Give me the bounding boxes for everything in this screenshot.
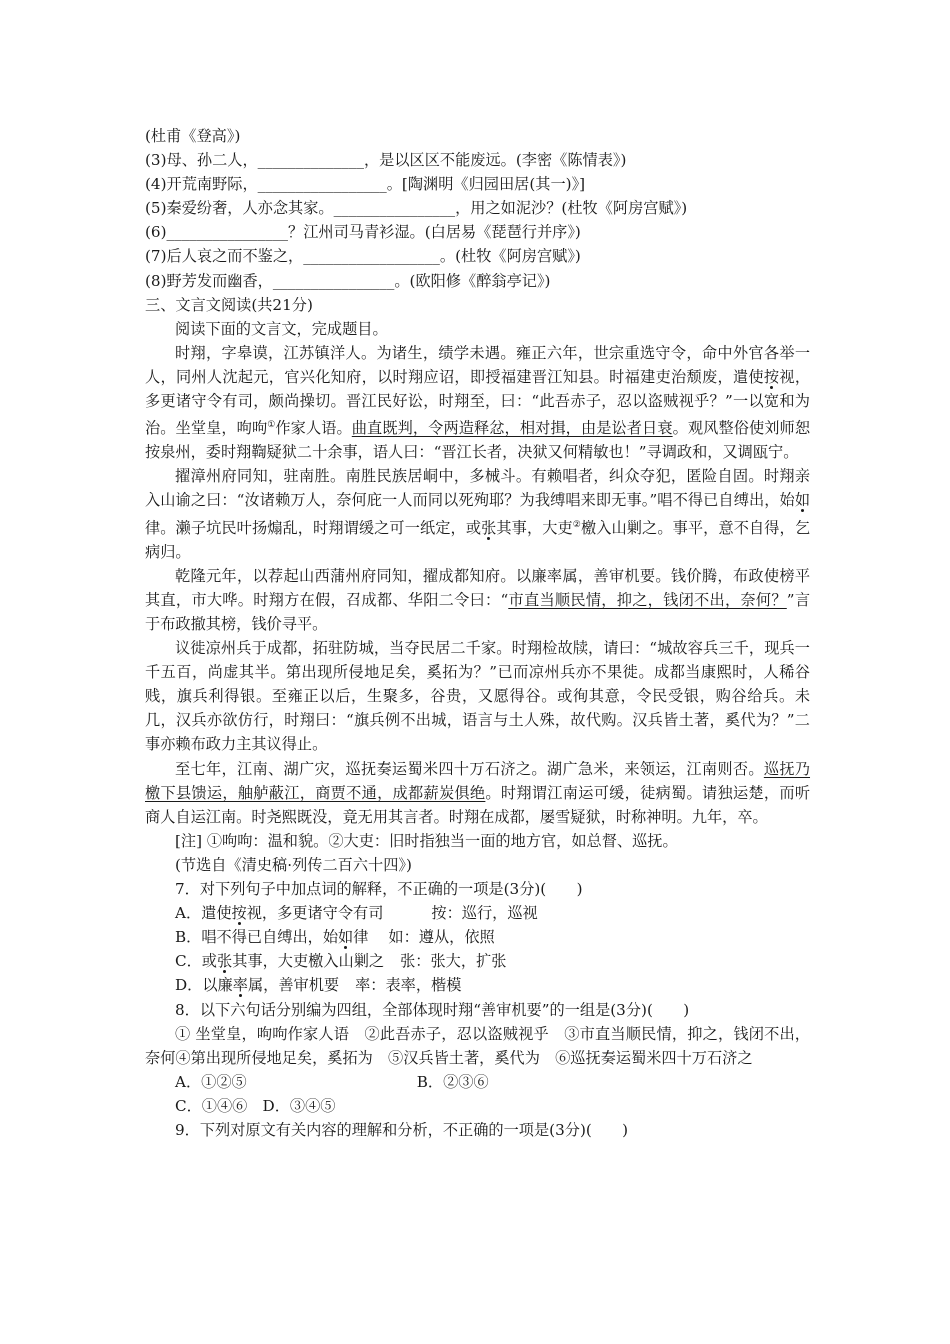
question-7-option-b: B．唱不得已自缚出，始如律 如：遵从，依照	[175, 928, 495, 947]
question-8-options-ab	[145, 1070, 810, 1094]
dotted-char: 按	[763, 367, 780, 386]
fill-blank-7: (7)后人哀之而不鉴之，__________________。(杜牧《阿房宫赋》)	[145, 247, 581, 266]
dotted-char: 如	[794, 491, 810, 510]
passage-paragraph-1: 时翔，字皋谟，江苏镇洋人。为诸生，绩学未遇。雍正六年，世宗重选守令，命中外官各举一人，同州人沈起元，官兴化知府，以时翔应诏，即授福建晋江知县。时福建吏治颓废，遣使按视，多更诸守令有司，颇尚操切。晋江民好讼，时翔至，曰：“此吾赤子，忍以盗贼视乎？”一以宽和为治。坐堂皇，呴呴①作家人语。曲直既判，令两造释忿，相对揖，由是讼者日衰。观风整俗使刘师恕按泉州，委时翔鞫疑狱二十余事，语人曰：“晋江长者，决狱又何精敏也！”寻调政和，又调瓯宁。	[145, 343, 811, 462]
question-8-stem: 8．以下六句话分别编为四组，全部体现时翔“善审机要”的一组是(3分)( )	[175, 1000, 690, 1019]
question-7-option-a: A．遣使按视，多更诸守令有司 按：巡行，巡视	[175, 904, 538, 923]
option-a: A．①②⑤	[175, 1072, 247, 1091]
passage-paragraph-4: 议徙凉州兵于成都，拓驻防城，当夺民居二千家。时翔检故牍，请曰：“城故容兵三千，现兵一千五百，尚虚其半。第出现所侵地足矣，奚拓为？”已而凉州兵亦不果徙。成都当康熙时，人稀谷贱，旗兵利得银。至雍正以后，生聚多，谷贵，又愿得谷。或徇其意，令民受银，购谷给兵。未几，汉兵亦欲仿行，时翔曰：“旗兵例不出城，语言与土人殊，故代购。汉兵皆土著，奚代为？”二事亦赖布政力主其议得止。	[145, 639, 810, 754]
dotted-char: 张	[481, 518, 497, 537]
instructions: 阅读下面的文言文，完成题目。	[175, 319, 388, 338]
dotted-char: 如	[338, 928, 354, 947]
passage-paragraph-3: 乾隆元年，以荐起山西蒲州府同知，擢成都知府。以廉率属，善审机要。钱价腾，布政使榜平其直，市大哗。时翔方在假，召成都、华阳二令曰：“市直当顺民情，抑之，钱闭不出，奈何？”言于布政撤其榜，钱价寻平。	[145, 566, 811, 633]
fill-blank-4: (4)开荒南野际，_________________。[陶渊明《归园田居(其一)》]	[145, 175, 586, 194]
dotted-char: 率	[232, 976, 248, 995]
passage-source: (节选自《清史稿·列传二百六十四》)	[175, 855, 412, 874]
poem-source: (杜甫《登高》)	[145, 127, 241, 145]
dotted-char: 按	[231, 904, 247, 923]
footnote-marker: ②	[572, 519, 581, 530]
section-heading: 三、文言文阅读(共21分)	[145, 295, 313, 314]
dotted-char: 张	[217, 952, 233, 971]
question-7-option-d: D．以廉率属，善审机要 率：表率，楷模	[175, 976, 462, 995]
question-7-option-c: C．或张其事，大吏檄入山剿之 张：张大，扩张	[175, 952, 507, 971]
option-b: B．②③⑥	[416, 1072, 489, 1091]
underlined-sentence: 巡抚乃檄下县馈运，舳舻蔽江，商贾不通，成都薪炭俱绝	[145, 759, 811, 802]
question-8-items: ① 坐堂皇，呴呴作家人语 ②此吾赤子，忍以盗贼视乎 ③市直当顺民情，抑之，钱闭不出，奈何④第出现所侵地足矣，奚拓为 ⑤汉兵皆土著，奚代为 ⑥巡抚奏运蜀米四十万石济之	[145, 1024, 810, 1067]
fill-blank-8: (8)野芳发而幽香，________________。(欧阳修《醉翁亭记》)	[145, 271, 551, 290]
question-8-options-cd: C．①④⑥ D．③④⑤	[175, 1096, 336, 1115]
fill-blank-3: (3)母、孙二人，______________，是以区区不能废远。(李密《陈情表》)	[145, 151, 627, 170]
footnotes: [注] ①呴呴：温和貌。②大吏：旧时指独当一面的地方官，如总督、巡抚。	[175, 831, 678, 850]
exam-page	[145, 124, 810, 1142]
question-9-stem: 9．下列对原文有关内容的理解和分析，不正确的一项是(3分)( )	[175, 1120, 629, 1139]
footnote-marker: ①	[267, 420, 276, 431]
passage-paragraph-5: 至七年，江南、湖广灾，巡抚奏运蜀米四十万石济之。湖广急米，来领运，江南则否。巡抚乃檄下县馈运，舳舻蔽江，商贾不通，成都薪炭俱绝。时翔谓江南运可缓，徒病蜀。请独运楚，而听商人自运江南。时尧熙既没，竟无用其言者。时翔在成都，屡雪疑狱，时称神明。九年，卒。	[145, 759, 811, 826]
fill-blank-5: (5)秦爱纷奢，人亦念其家。________________，用之如泥沙？(杜牧《阿房宫赋》)	[145, 199, 688, 218]
passage-paragraph-2: 擢漳州府同知，驻南胜。南胜民族居峒中，多械斗。有赖唱者，纠众夺犯，匿险自固。时翔亲入山谕之曰：“汝诸赖万人，奈何庇一人而同以死殉耶？为我缚唱来即无事。”唱不得已自缚出，始如律。濑子坑民叶扬煽乱，时翔谓缓之可一纸定，或张其事，大吏②檄入山剿之。事平，意不自得，乞病归。	[145, 467, 811, 561]
underlined-sentence: 曲直既判，令两造释忿，相对揖，由是讼者日衰	[351, 419, 673, 438]
fill-blank-6: (6)________________？江州司马青衫湿。(白居易《琵琶行并序》)	[145, 223, 581, 242]
question-7-stem: 7．对下列句子中加点词的解释，不正确的一项是(3分)( )	[175, 880, 583, 899]
underlined-sentence: 市直当顺民情，抑之，钱闭不出，奈何？	[508, 590, 787, 609]
